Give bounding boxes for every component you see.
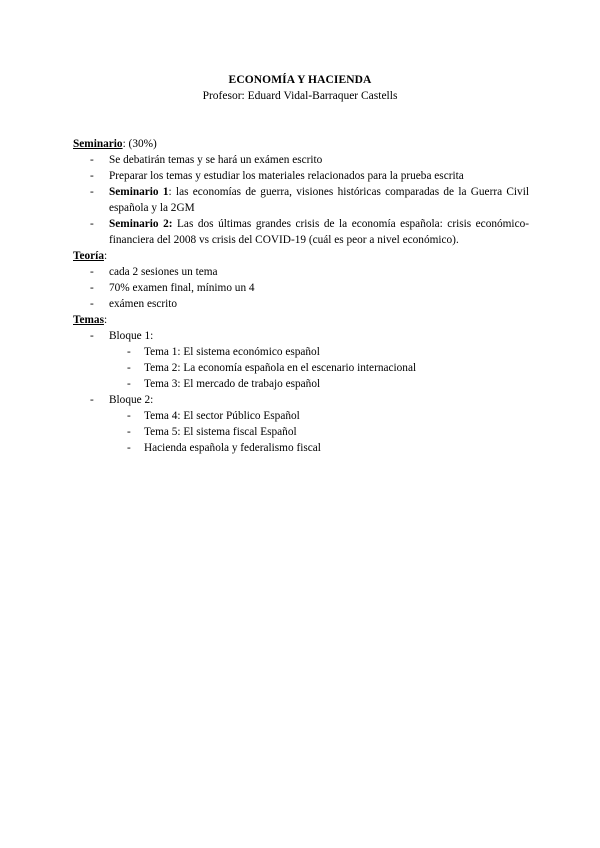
list-item bbox=[73, 184, 529, 216]
tema-item: - Tema 3: El mercado de trabajo español bbox=[73, 376, 529, 392]
bloque-item bbox=[73, 328, 529, 344]
list-item: - exámen escrito bbox=[73, 296, 529, 312]
list-item-text: Las dos últimas grandes crisis de la economía española: crisis económico-financiera del 2008 vs crisis del COVID-19 (cuál es peor a nivel económico). bbox=[109, 218, 529, 246]
section-temas-heading bbox=[73, 312, 529, 328]
list-item-text: : las economías de guerra, visiones históricas comparadas de la Guerra Civil española y la 2GM bbox=[109, 186, 529, 214]
tema-item: - Tema 4: El sector Público Español bbox=[73, 408, 529, 424]
temas-blocks-list-2 bbox=[73, 392, 529, 408]
temas-blocks-list bbox=[73, 328, 529, 344]
title-block bbox=[0, 73, 600, 104]
bloque-label: Bloque 1: bbox=[109, 330, 154, 342]
tema-item: - Tema 5: El sistema fiscal Español bbox=[73, 424, 529, 440]
section-seminario-heading bbox=[73, 136, 529, 152]
section-temas-suffix: : bbox=[103, 314, 108, 326]
bloque-item bbox=[73, 392, 529, 408]
document-subtitle: Profesor: Eduard Vidal-Barraquer Castells bbox=[202, 90, 398, 102]
section-teoria-heading bbox=[73, 248, 529, 264]
tema-item: - Tema 1: El sistema económico español bbox=[73, 344, 529, 360]
bloque-2-temas-list bbox=[73, 408, 529, 456]
section-seminario-weight: : (30%) bbox=[122, 138, 157, 150]
section-seminario-title: Seminario bbox=[73, 138, 123, 150]
tema-item: - Hacienda española y federalismo fiscal bbox=[73, 440, 529, 456]
list-item-bold-label: Seminario 1 bbox=[109, 186, 169, 198]
list-item-bold-label: Seminario 2: bbox=[109, 218, 173, 230]
list-item bbox=[73, 216, 529, 248]
section-temas-title: Temas bbox=[73, 314, 104, 326]
list-item-text: Se debatirán temas y se hará un exámen escrito bbox=[109, 154, 323, 166]
section-teoria-suffix: : bbox=[103, 250, 108, 262]
list-item: - cada 2 sesiones un tema bbox=[73, 264, 529, 280]
list-item: - 70% examen final, mínimo un 4 bbox=[73, 280, 529, 296]
list-item-text: Preparar los temas y estudiar los materiales relacionados para la prueba escrita bbox=[109, 170, 464, 182]
bloque-1-temas-list bbox=[73, 344, 529, 392]
teoria-list bbox=[73, 264, 529, 312]
document-title: ECONOMÍA Y HACIENDA bbox=[228, 74, 372, 86]
seminario-list bbox=[73, 152, 529, 248]
list-item bbox=[73, 168, 529, 184]
document-body bbox=[73, 136, 529, 456]
list-item bbox=[73, 152, 529, 168]
section-teoria-title: Teoría bbox=[73, 250, 104, 262]
bloque-label: Bloque 2: bbox=[109, 394, 154, 406]
tema-item: - Tema 2: La economía española en el escenario internacional bbox=[73, 360, 529, 376]
